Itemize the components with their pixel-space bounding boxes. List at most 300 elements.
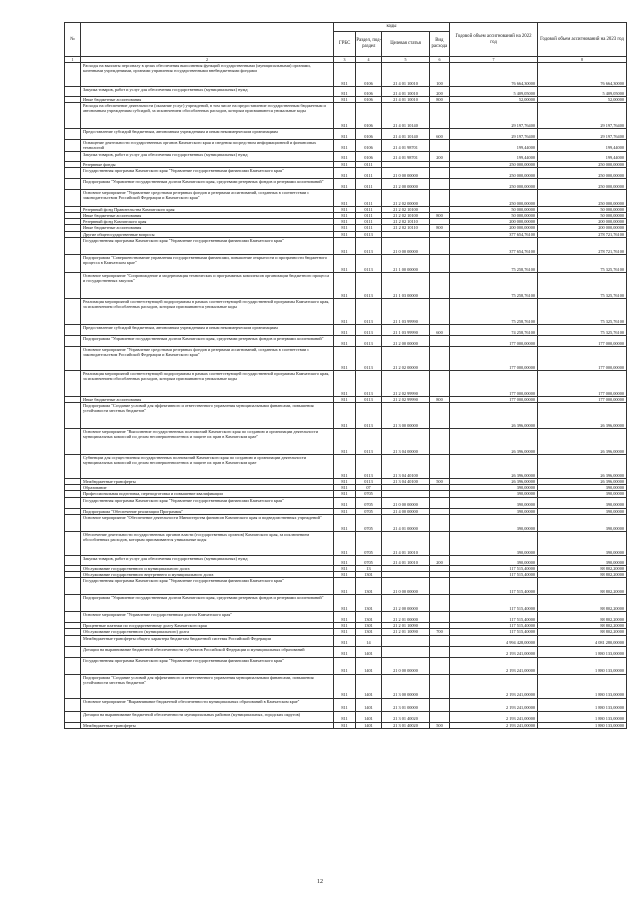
row-vr-cell: 500	[430, 479, 450, 485]
table-row	[65, 595, 627, 612]
row-name-cell: Государственная программа Камчатского края "Управление государственными финансами Камчатского края"	[81, 497, 334, 508]
col-number: 7	[450, 57, 538, 63]
row-2022-value: 390,00000	[450, 514, 538, 531]
header-codes-title: коды	[334, 23, 449, 32]
row-grbs-cell: 811	[334, 508, 356, 514]
header-codes	[334, 23, 450, 57]
row-2022-value: 2 193 241,00000	[450, 646, 538, 657]
table-row	[65, 429, 627, 455]
row-2022-value: 117 515,40000	[450, 565, 538, 571]
row-2023-value: 199,44000	[538, 151, 627, 161]
row-name-cell: Резервные фонды	[81, 161, 334, 167]
row-vr-cell	[430, 370, 450, 396]
row-2022-value: 390,00000	[450, 508, 538, 514]
row-2023-value: 177 000,00000	[538, 346, 627, 370]
table-row	[65, 555, 627, 565]
row-name-cell: Государственная программа Камчатского края "Управление государственными финансами Камчатского края"	[81, 167, 334, 178]
row-name-cell: Государственная программа Камчатского края "Управление государственными финансами Камчатского края"	[81, 578, 334, 595]
row-num-cell	[65, 657, 81, 674]
row-csr-cell: 21 2 02 10100	[382, 213, 430, 219]
row-razdel-cell: 1401	[356, 646, 382, 657]
row-2023-value: 1 880 133,00000	[538, 674, 627, 698]
row-grbs-cell: 811	[334, 635, 356, 646]
row-2022-value: 390,00000	[450, 531, 538, 555]
row-grbs-cell: 811	[334, 97, 356, 103]
row-vr-cell: 500	[430, 722, 450, 728]
row-razdel-cell: 0106	[356, 63, 382, 87]
row-razdel-cell: 0111	[356, 219, 382, 225]
row-name-cell: Дотации на выравнивание бюджетной обеспеченности муниципальных районов (муниципальных, городских округов)	[81, 711, 334, 722]
row-num-cell	[65, 370, 81, 396]
table-row	[65, 646, 627, 657]
row-grbs-cell: 811	[334, 396, 356, 402]
row-name-cell: Закупка товаров, работ и услуг для обеспечения государственных (муниципальных) нужд	[81, 87, 334, 97]
row-2022-value: 250 000,00000	[450, 178, 538, 189]
row-razdel-cell: 0113	[356, 237, 382, 254]
row-csr-cell: 21 0 00 00000	[382, 237, 430, 254]
table-row	[65, 189, 627, 206]
row-grbs-cell: 811	[334, 629, 356, 635]
row-2023-value: 88 802,20000	[538, 595, 627, 612]
row-vr-cell: 100	[430, 63, 450, 87]
row-vr-cell	[430, 674, 450, 698]
row-grbs-cell: 811	[334, 657, 356, 674]
row-name-cell: Основное мероприятие "Сопровождение и модернизация технических и программных комплексов организации бюджетного процесса и государственных закупок"	[81, 272, 334, 298]
row-vr-cell	[430, 189, 450, 206]
row-grbs-cell: 811	[334, 103, 356, 129]
row-grbs-cell: 811	[334, 646, 356, 657]
row-name-cell: Подпрограмма "Управление государственным долгом Камчатского края, средствами резервных фондов и резервами ассигнований"	[81, 595, 334, 612]
row-name-cell: Реализация мероприятий соответствующей подпрограммы в рамках соответствующей государственной программы Камчатского края, за исключением обособленных расходов, которым присваиваются уникальные коды	[81, 370, 334, 396]
row-razdel-cell: 0113	[356, 324, 382, 335]
row-vr-cell	[430, 497, 450, 508]
row-razdel-cell: 0705	[356, 508, 382, 514]
row-vr-cell	[430, 657, 450, 674]
row-csr-cell	[382, 646, 430, 657]
row-razdel-cell: 0106	[356, 97, 382, 103]
row-num-cell	[65, 646, 81, 657]
row-2022-value: 5 409,05000	[450, 87, 538, 97]
table-row	[65, 635, 627, 646]
row-grbs-cell: 811	[334, 87, 356, 97]
row-name-cell: Оснащение деятельности государственных органов Камчатского края и сведения посредством информационной и финансовых технологий	[81, 140, 334, 151]
row-2022-value: 250 000,00000	[450, 189, 538, 206]
row-grbs-cell: 811	[334, 140, 356, 151]
row-2023-value: 250 000,00000	[538, 189, 627, 206]
row-razdel-cell: 0106	[356, 151, 382, 161]
row-vr-cell: 200	[430, 151, 450, 161]
row-2022-value: 117 515,40000	[450, 578, 538, 595]
row-csr-cell: 21 3 01 40020	[382, 722, 430, 728]
row-razdel-cell: 1301	[356, 629, 382, 635]
row-num-cell	[65, 129, 81, 140]
row-num-cell	[65, 531, 81, 555]
row-razdel-cell: 0106	[356, 140, 382, 151]
row-name-cell: Дотации на выравнивание бюджетной обеспеченности субъектов Российской Федерации и муниципальных образований	[81, 646, 334, 657]
row-num-cell	[65, 346, 81, 370]
row-vr-cell: 600	[430, 129, 450, 140]
row-vr-cell	[430, 578, 450, 595]
row-vr-cell	[430, 178, 450, 189]
row-csr-cell: 21 0 00 00000	[382, 497, 430, 508]
row-csr-cell: 21 4 01 10010	[382, 97, 430, 103]
row-csr-cell: 21 3 00 00000	[382, 403, 430, 429]
row-2022-value: 2 193 241,00000	[450, 722, 538, 728]
row-vr-cell	[430, 272, 450, 298]
row-csr-cell: 21 3 04 00000	[382, 429, 430, 455]
row-csr-cell: 21 3 01 40020	[382, 711, 430, 722]
row-num-cell	[65, 272, 81, 298]
row-num-cell	[65, 63, 81, 87]
row-2023-value: 390,00000	[538, 514, 627, 531]
row-2022-value: 26 396,00000	[450, 479, 538, 485]
row-razdel-cell: 0113	[356, 479, 382, 485]
row-2022-value: 377 654,76100	[450, 231, 538, 237]
row-name-cell: Предоставление субсидий бюджетным, автономным учреждениям и иным некоммерческим организациям	[81, 324, 334, 335]
row-num-cell	[65, 254, 81, 272]
row-2022-value: 250 000,00000	[450, 161, 538, 167]
row-2022-value: 4 994 428,00000	[450, 635, 538, 646]
row-name-cell: Иные бюджетные ассигнования	[81, 97, 334, 103]
row-2022-value: 2 193 241,00000	[450, 711, 538, 722]
row-name-cell: Образование	[81, 485, 334, 491]
header-name	[81, 23, 334, 57]
table-row	[65, 612, 627, 623]
row-num-cell	[65, 403, 81, 429]
row-razdel-cell: 0113	[356, 455, 382, 479]
row-csr-cell: 21 2 00 00000	[382, 178, 430, 189]
row-2023-value: 200 000,00000	[538, 219, 627, 225]
row-csr-cell: 21 2 00 00000	[382, 335, 430, 346]
row-vr-cell: 700	[430, 629, 450, 635]
row-num-cell	[65, 455, 81, 479]
row-grbs-cell: 811	[334, 555, 356, 565]
table-row	[65, 711, 627, 722]
row-name-cell: Расходы на обеспечение деятельности (оказание услуг) учреждений, в том числе на предоставление государственным бюджетным и автономным учреждениям субсидий, за исключением обособленных расходов, которым присваиваются уникальные коды	[81, 103, 334, 129]
row-csr-cell: 21 0 00 00000	[382, 167, 430, 178]
row-csr-cell: 21 2 02 99990	[382, 396, 430, 402]
row-grbs-cell: 811	[334, 370, 356, 396]
table-row	[65, 103, 627, 129]
page-number: 12	[317, 879, 323, 885]
row-2023-value: 1 880 133,00000	[538, 711, 627, 722]
row-razdel-cell: 1401	[356, 711, 382, 722]
row-name-cell: Основное мероприятие "Обеспечение деятельности Министерства финансов Камчатского края и подведомственных учреждений"	[81, 514, 334, 531]
row-2022-value: 117 515,40000	[450, 623, 538, 629]
budget-table	[64, 22, 627, 729]
row-csr-cell: 21 2 01 10090	[382, 623, 430, 629]
row-2023-value: 88 802,20000	[538, 629, 627, 635]
row-name-cell: Профессиональная подготовка, переподготовка и повышение квалификации	[81, 491, 334, 497]
row-num-cell	[65, 612, 81, 623]
row-razdel-cell: 1401	[356, 698, 382, 711]
row-csr-cell: 21 4 01 98701	[382, 140, 430, 151]
row-2023-value: 52,00000	[538, 97, 627, 103]
row-csr-cell: 21 4 01 10010	[382, 531, 430, 555]
row-2023-value: 250 000,00000	[538, 161, 627, 167]
row-name-cell: Подпрограмма "Создание условий для эффективного и ответственного управления муниципальными финансами, повышения устойчивости местных бюджетов"	[81, 674, 334, 698]
row-csr-cell: 21 4 00 00000	[382, 508, 430, 514]
row-2022-value: 29 197,76400	[450, 129, 538, 140]
row-2022-value: 390,00000	[450, 497, 538, 508]
row-vr-cell: 200	[430, 555, 450, 565]
row-2023-value: 1 880 133,00000	[538, 698, 627, 711]
row-2023-value: 26 396,00000	[538, 429, 627, 455]
row-grbs-cell: 811	[334, 272, 356, 298]
row-razdel-cell: 1301	[356, 612, 382, 623]
row-2023-value: 250 000,00000	[538, 167, 627, 178]
row-grbs-cell: 811	[334, 161, 356, 167]
row-name-cell: Основное мероприятие "Управление государственным долгом Камчатского края"	[81, 612, 334, 623]
row-razdel-cell: 0113	[356, 396, 382, 402]
row-razdel-cell: 0113	[356, 335, 382, 346]
col-number: 3	[334, 57, 356, 63]
header-csr: Целевая статья	[382, 32, 429, 56]
row-razdel-cell: 0705	[356, 514, 382, 531]
row-csr-cell: 21 4 01 10010	[382, 87, 430, 97]
row-2023-value: 390,00000	[538, 555, 627, 565]
row-2022-value: 177 000,00000	[450, 335, 538, 346]
row-2022-value: 200 000,00000	[450, 225, 538, 231]
col-number: 2	[81, 57, 334, 63]
row-grbs-cell: 811	[334, 711, 356, 722]
row-2023-value: 1 880 133,00000	[538, 646, 627, 657]
row-2023-value: 50 000,00000	[538, 213, 627, 219]
row-vr-cell	[430, 140, 450, 151]
row-razdel-cell: 0111	[356, 225, 382, 231]
row-num-cell	[65, 674, 81, 698]
row-2023-value: 26 396,00000	[538, 479, 627, 485]
row-grbs-cell: 811	[334, 237, 356, 254]
row-2023-value: 88 802,20000	[538, 565, 627, 571]
row-vr-cell: 800	[430, 225, 450, 231]
row-num-cell	[65, 722, 81, 728]
row-razdel-cell: 0111	[356, 167, 382, 178]
row-2022-value: 2 193 241,00000	[450, 698, 538, 711]
row-name-cell: Расходы на выплаты персоналу в целях обеспечения выполнения функций государственными (муниципальными) органами, казенными учреждениями, органами управления государственными внебюджетными фондами	[81, 63, 334, 87]
row-name-cell: Основное мероприятие "Управление средствами резервных фондов и резервами ассигнований, созданных в соответствии с законодательством Российской Федерации и Камчатского края"	[81, 189, 334, 206]
table-row	[65, 657, 627, 674]
row-vr-cell	[430, 531, 450, 555]
row-2022-value: 177 000,00000	[450, 396, 538, 402]
row-vr-cell	[430, 237, 450, 254]
row-name-cell: Обслуживание государственного и муниципального долга	[81, 565, 334, 571]
row-grbs-cell: 811	[334, 565, 356, 571]
document-page	[64, 22, 626, 729]
header-2023: Годовой объем ассигнований на 2023 год	[538, 23, 627, 57]
row-grbs-cell: 811	[334, 346, 356, 370]
row-2023-value: 76 664,30000	[538, 63, 627, 87]
row-grbs-cell: 811	[334, 206, 356, 212]
row-num-cell	[65, 595, 81, 612]
row-vr-cell	[430, 298, 450, 324]
row-csr-cell: 21 2 02 00000	[382, 346, 430, 370]
row-name-cell: Закупка товаров, работ и услуг для обеспечения государственных (муниципальных) нужд	[81, 151, 334, 161]
row-name-cell: Другие общегосударственные вопросы	[81, 231, 334, 237]
row-2022-value: 2 193 241,00000	[450, 674, 538, 698]
table-row	[65, 674, 627, 698]
row-csr-cell: 21 4 01 00000	[382, 514, 430, 531]
row-razdel-cell: 0705	[356, 497, 382, 508]
row-2022-value: 250 000,00000	[450, 167, 538, 178]
row-grbs-cell: 811	[334, 674, 356, 698]
table-row	[65, 167, 627, 178]
row-2023-value: 88 802,20000	[538, 623, 627, 629]
table-row	[65, 324, 627, 335]
row-razdel-cell: 0113	[356, 403, 382, 429]
table-row	[65, 63, 627, 87]
row-name-cell: Субвенции для осуществления государственных полномочий Камчатского края по созданию и организации деятельности муниципальных комиссий по делам несовершеннолетних и защите их прав в Камчатском крае	[81, 455, 334, 479]
row-name-cell: Подпрограмма "Создание условий для эффективного и ответственного управления муниципальными финансами, повышения устойчивости местных бюджетов"	[81, 403, 334, 429]
row-razdel-cell: 13	[356, 565, 382, 571]
row-csr-cell: 21 1 00 00000	[382, 254, 430, 272]
row-vr-cell: 200	[430, 87, 450, 97]
row-2022-value: 26 396,00000	[450, 403, 538, 429]
col-number: 5	[382, 57, 430, 63]
row-num-cell	[65, 578, 81, 595]
row-csr-cell: 21 4 01 10010	[382, 63, 430, 87]
row-csr-cell: 21 4 01 10140	[382, 129, 430, 140]
row-razdel-cell: 1301	[356, 572, 382, 578]
row-num-cell	[65, 429, 81, 455]
table-row	[65, 722, 627, 728]
row-grbs-cell: 811	[334, 231, 356, 237]
row-name-cell: Резервный фонд Камчатского края	[81, 219, 334, 225]
row-name-cell: Резервный фонд Правительства Камчатского края	[81, 206, 334, 212]
row-razdel-cell: 14	[356, 635, 382, 646]
row-num-cell	[65, 324, 81, 335]
row-csr-cell: 21 1 03 99990	[382, 324, 430, 335]
row-razdel-cell: 0111	[356, 213, 382, 219]
row-grbs-cell: 811	[334, 572, 356, 578]
row-razdel-cell: 0113	[356, 272, 382, 298]
row-num-cell	[65, 635, 81, 646]
row-2023-value: 278 721,76100	[538, 237, 627, 254]
row-vr-cell	[430, 254, 450, 272]
table-row	[65, 140, 627, 151]
row-2022-value: 199,44000	[450, 140, 538, 151]
row-name-cell: Обеспечение деятельности государственных органов власти (государственных органов) Камчатского края, за исключением обособленных расходов, которым присваиваются уникальные коды	[81, 531, 334, 555]
row-vr-cell	[430, 711, 450, 722]
row-2022-value: 26 396,00000	[450, 455, 538, 479]
table-row	[65, 178, 627, 189]
row-num-cell	[65, 555, 81, 565]
row-2023-value: 390,00000	[538, 531, 627, 555]
row-2022-value: 117 515,40000	[450, 595, 538, 612]
row-razdel-cell: 0705	[356, 555, 382, 565]
row-vr-cell	[430, 635, 450, 646]
row-2023-value: 390,00000	[538, 491, 627, 497]
row-razdel-cell: 0106	[356, 129, 382, 140]
row-csr-cell: 21 1 03 99990	[382, 298, 430, 324]
row-2023-value: 200 000,00000	[538, 225, 627, 231]
row-2023-value: 26 396,00000	[538, 455, 627, 479]
row-razdel-cell: 0106	[356, 103, 382, 129]
row-vr-cell	[430, 335, 450, 346]
row-name-cell: Государственная программа Камчатского края "Управление государственными финансами Камчатского края"	[81, 237, 334, 254]
table-body	[65, 63, 627, 729]
row-num-cell	[65, 167, 81, 178]
row-name-cell: Иные бюджетные ассигнования	[81, 396, 334, 402]
row-num-cell	[65, 140, 81, 151]
row-num-cell	[65, 103, 81, 129]
row-2022-value: 74 258,76100	[450, 324, 538, 335]
row-razdel-cell: 0705	[356, 531, 382, 555]
table-row	[65, 129, 627, 140]
row-name-cell: Подпрограмма "Управление государственным долгом Камчатского края, средствами резервных фондов и резервами ассигнований"	[81, 178, 334, 189]
row-grbs-cell: 811	[334, 595, 356, 612]
row-num-cell	[65, 711, 81, 722]
row-vr-cell: 800	[430, 97, 450, 103]
row-2023-value: 4 081 280,00000	[538, 635, 627, 646]
row-grbs-cell: 811	[334, 213, 356, 219]
row-name-cell: Государственная программа Камчатского края "Управление государственными финансами Камчатского края"	[81, 657, 334, 674]
row-vr-cell: 800	[430, 213, 450, 219]
row-2022-value: 200 000,00000	[450, 219, 538, 225]
row-2022-value: 390,00000	[450, 555, 538, 565]
row-2023-value: 177 000,00000	[538, 370, 627, 396]
row-2022-value: 199,44000	[450, 151, 538, 161]
row-vr-cell	[430, 612, 450, 623]
row-2023-value: 75 325,76100	[538, 298, 627, 324]
row-grbs-cell: 811	[334, 455, 356, 479]
row-name-cell: Обслуживание государственного (муниципального) долга	[81, 629, 334, 635]
row-2022-value: 52,00000	[450, 97, 538, 103]
row-num-cell	[65, 335, 81, 346]
row-grbs-cell: 811	[334, 623, 356, 629]
row-2023-value: 29 197,76400	[538, 129, 627, 140]
row-grbs-cell: 811	[334, 298, 356, 324]
row-num-cell	[65, 514, 81, 531]
row-razdel-cell: 0113	[356, 429, 382, 455]
row-name-cell: Подпрограмма "Управление государственным долгом Камчатского края, средствами резервных фондов и резервами ассигнований"	[81, 335, 334, 346]
row-vr-cell: 800	[430, 396, 450, 402]
row-num-cell	[65, 87, 81, 97]
table-row	[65, 531, 627, 555]
row-2023-value: 75 325,76100	[538, 272, 627, 298]
row-2022-value: 177 000,00000	[450, 370, 538, 396]
row-vr-cell	[430, 455, 450, 479]
row-csr-cell: 21 3 04 40100	[382, 479, 430, 485]
row-razdel-cell: 0113	[356, 231, 382, 237]
row-vr-cell: 600	[430, 324, 450, 335]
row-vr-cell	[430, 514, 450, 531]
row-grbs-cell: 811	[334, 578, 356, 595]
row-2023-value: 26 396,00000	[538, 403, 627, 429]
row-grbs-cell: 811	[334, 219, 356, 225]
row-name-cell: Межбюджетные трансферты общего характера бюджетам бюджетной системы Российской Федерации	[81, 635, 334, 646]
row-grbs-cell: 811	[334, 335, 356, 346]
row-razdel-cell: 0113	[356, 254, 382, 272]
row-2023-value: 50 000,00000	[538, 206, 627, 212]
row-vr-cell	[430, 698, 450, 711]
row-2022-value: 76 664,30000	[450, 63, 538, 87]
row-name-cell: Процентные платежи по государственному долгу Камчатского края	[81, 623, 334, 629]
row-num-cell	[65, 698, 81, 711]
row-grbs-cell: 811	[334, 403, 356, 429]
row-grbs-cell: 811	[334, 189, 356, 206]
row-2022-value: 29 197,76400	[450, 103, 538, 129]
row-razdel-cell: 1401	[356, 722, 382, 728]
row-grbs-cell: 811	[334, 612, 356, 623]
row-num-cell	[65, 298, 81, 324]
col-number: 8	[538, 57, 627, 63]
row-2023-value: 177 000,00000	[538, 396, 627, 402]
row-2023-value: 1 880 133,00000	[538, 722, 627, 728]
col-number: 4	[356, 57, 382, 63]
table-row	[65, 298, 627, 324]
row-2022-value: 75 258,76100	[450, 298, 538, 324]
